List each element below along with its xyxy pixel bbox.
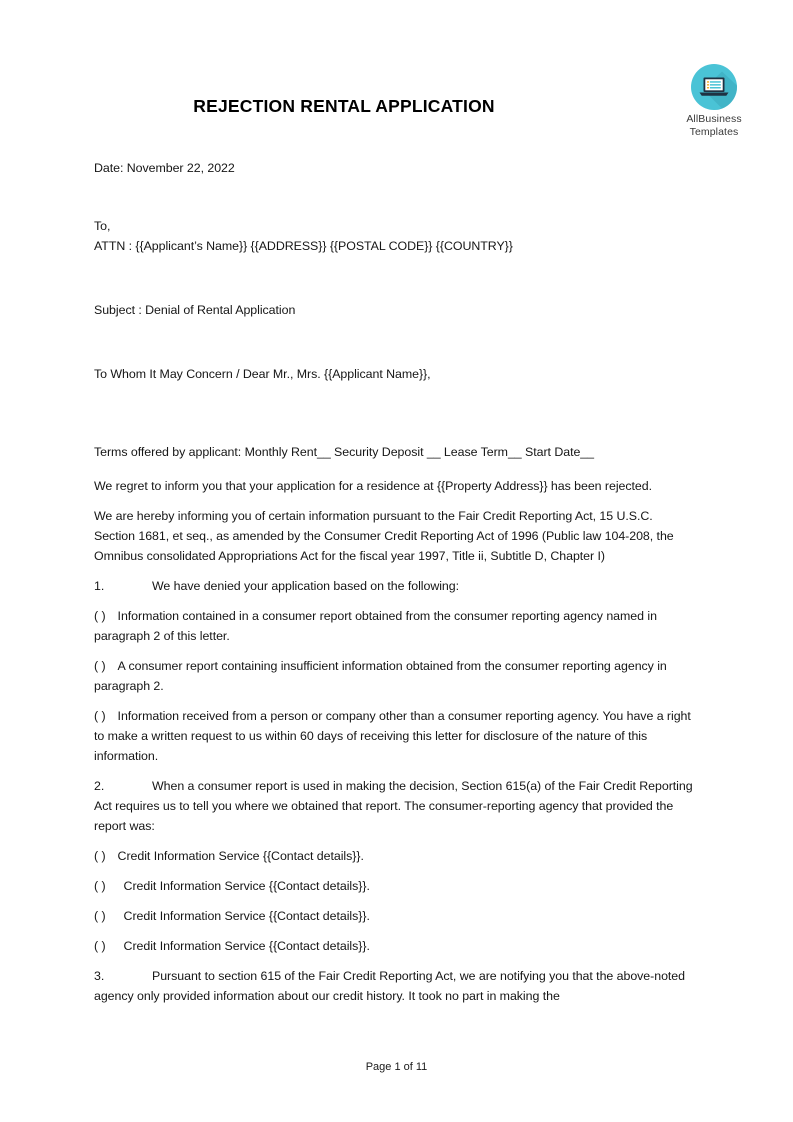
agency-option-1[interactable] [94,846,696,866]
numbered-item-3 [94,966,696,1006]
checkbox-icon[interactable]: ( ) [94,909,106,923]
numbered-item-1-number: 1. [94,579,105,593]
page-title: REJECTION RENTAL APPLICATION [193,96,495,116]
agency-option-3[interactable] [94,906,696,926]
spacer [94,462,696,476]
spacer [94,320,696,364]
page-footer [0,1061,793,1073]
denial-reason-3-text: Information received from a person or company other than a consumer reporting agency. You have a right to make a written request to us within 60 days of receiving this letter for disclosure of the nature of this information. [94,709,691,763]
brand-logo [668,64,760,138]
logo-text [668,113,760,138]
spacer [94,428,696,442]
attn-line: ATTN : {{Applicant’s Name}} {{ADDRESS}} {{POSTAL CODE}} {{COUNTRY}} [94,239,513,253]
checkbox-icon[interactable]: ( ) [94,939,106,953]
logo-text-line1: AllBusiness [686,113,742,125]
denial-reason-2[interactable] [94,656,696,696]
agency-option-1-text: Credit Information Service {{Contact details}}. [117,849,364,863]
document-body [94,158,696,1006]
date-line: Date: November 22, 2022 [94,161,235,175]
paragraph-regret: We regret to inform you that your application for a residence at {{Property Address}} has been rejected. [94,479,652,493]
checkbox-icon[interactable]: ( ) [94,609,106,623]
logo-text-line2: Templates [689,125,739,138]
checkbox-icon[interactable]: ( ) [94,709,106,723]
laptop-icon [691,64,737,110]
salutation-line: To Whom It May Concern / Dear Mr., Mrs. {{Applicant Name}}, [94,367,431,381]
spacer [94,178,696,216]
paragraph-fcra-notice: We are hereby informing you of certain information pursuant to the Fair Credit Reporting Act, 15 U.S.C. Section 1681, et seq., as amended by the Consumer Credit Reporting Act of 1996 (Public law 104-208, the Omnibus consolidated Appropriations Act for the fiscal year 1997, Title ii, Subtitle D, Chapter I) [94,509,674,563]
numbered-item-1-text: We have denied your application based on the following: [152,579,459,593]
agency-option-4-text: Credit Information Service {{Contact details}}. [123,939,370,953]
subject-line: Subject : Denial of Rental Application [94,303,296,317]
page-number-label: Page 1 of 11 [365,1061,428,1073]
denial-reason-1[interactable] [94,606,696,646]
denial-reason-1-text: Information contained in a consumer report obtained from the consumer reporting agency named in paragraph 2 of this letter. [94,609,657,643]
checkbox-icon[interactable]: ( ) [94,879,106,893]
numbered-item-2-text: When a consumer report is used in making the decision, Section 615(a) of the Fair Credit Reporting Act requires us to tell you where we obtained that report. The consumer-reporting agency that provided the report was: [94,779,693,833]
numbered-item-2 [94,776,696,836]
numbered-item-2-number: 2. [94,779,105,793]
agency-option-4[interactable] [94,936,696,956]
numbered-item-3-number: 3. [94,969,105,983]
spacer [94,384,696,428]
denial-reason-2-text: A consumer report containing insufficient information obtained from the consumer reporting agency in paragraph 2. [94,659,667,693]
terms-line: Terms offered by applicant: Monthly Rent__ Security Deposit __ Lease Term__ Start Date__ [94,445,594,459]
agency-option-2[interactable] [94,876,696,896]
denial-reason-3[interactable] [94,706,696,766]
numbered-item-1 [94,576,696,596]
checkbox-icon[interactable]: ( ) [94,659,106,673]
checkbox-icon[interactable]: ( ) [94,849,106,863]
agency-option-3-text: Credit Information Service {{Contact details}}. [123,909,370,923]
to-line: To, [94,219,111,233]
agency-option-2-text: Credit Information Service {{Contact details}}. [123,879,370,893]
spacer [94,256,696,300]
numbered-item-3-text: Pursuant to section 615 of the Fair Credit Reporting Act, we are notifying you that the above-noted agency only provided information about our credit history. It took no part in making the [94,969,685,1003]
